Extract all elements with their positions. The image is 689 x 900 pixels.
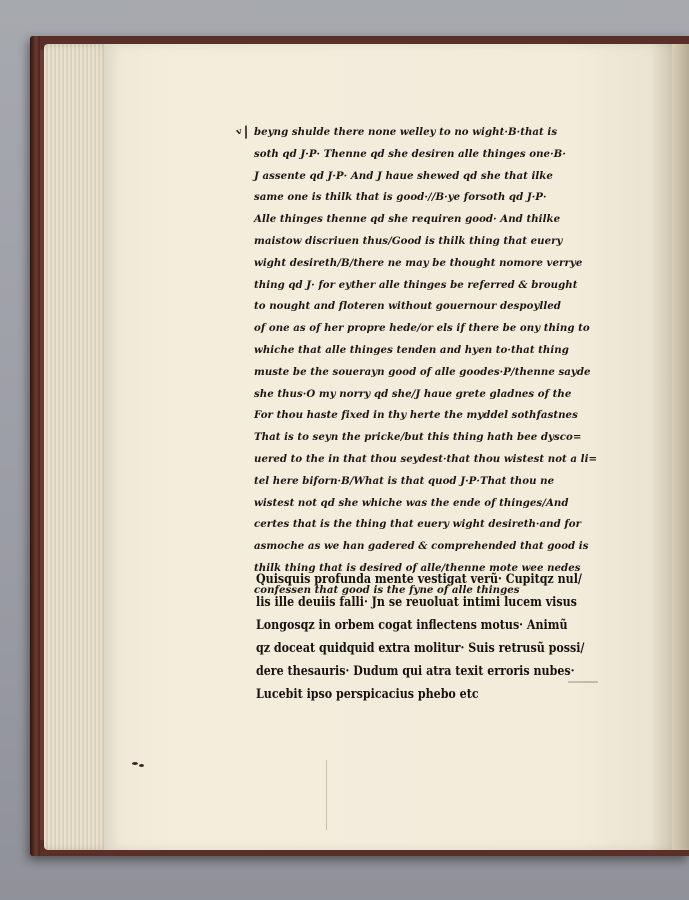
verse-line: Longosqz in orbem cogat inflectens motus· Animũ (256, 618, 568, 633)
prose-line: whiche that alle thinges tenden and hyen to·that thing (254, 343, 569, 356)
verse-line: Lucebit ipso perspicacius phebo etc (256, 687, 479, 702)
prose-line: That is to seyn the pricke/but this thing hath bee dysco= (254, 431, 582, 444)
prose-line: beyng shulde there none welley to no wight·B·that is (254, 126, 558, 138)
prose-line: Alle thinges thenne qd she requiren good· And thilke (254, 213, 561, 226)
prose-line: she thus·O my norry qd she/J haue grete gladnes of the (254, 387, 572, 400)
verse-line: Quisquis profunda mente vestigat verũ· Cupitqz nul/ (256, 572, 582, 587)
prose-line: to nought and floteren without gouernour despoylled (254, 300, 561, 313)
cover-edge (30, 36, 40, 856)
prose-line: J assente qd J·P· And J haue shewed qd she that ilke (254, 169, 553, 182)
prose-line: uered to the in that thou seydest·that thou wistest not a li= (254, 452, 598, 465)
page-blemish (132, 760, 146, 768)
prose-line: thing qd J· for eyther alle thinges be referred & brought (254, 278, 578, 291)
prose-paragraph (233, 122, 626, 602)
prose-line: wight desireth/B/there ne may be thought nomore verrye (254, 256, 583, 269)
prose-line: thilk thing that is desired of alle/thenne mote wee nedes (254, 561, 581, 574)
facing-page-edge (672, 44, 689, 850)
prose-line: soth qd J·P· Thenne qd she desiren alle thinges one·B· (254, 147, 566, 160)
prose-line: certes that is the thing that euery wight desireth·and for (254, 518, 582, 531)
prose-line: muste be the souerayn good of alle goodes·P/thenne sayde (254, 365, 591, 378)
verse-line: lis ille deuiis falli· Jn se reuoluat intimi lucem visus (256, 595, 577, 610)
prose-line: maistow discriuen thus/Good is thilk thing that euery (254, 234, 563, 247)
latin-verse-block (256, 568, 626, 706)
prose-line: confessen that good is the fyne of alle thinges (254, 583, 520, 596)
page-edges (44, 44, 112, 850)
page-crease (326, 760, 327, 830)
marginal-mark: ᵛ/ (233, 122, 252, 144)
prose-line: wistest not qd she whiche was the ende of thinges/And (254, 496, 569, 509)
verse-line: dere thesauris· Dudum qui atra texit erroris nubes· (256, 664, 575, 679)
prose-line: For thou haste fixed in thy herte the myddel sothfastnes (254, 409, 578, 422)
prose-line: asmoche as we han gadered & comprehended that good is (254, 540, 589, 553)
ink-smudge (568, 681, 598, 683)
prose-line: of one as of her propre hede/or els if there be ony thing to (254, 322, 590, 335)
verse-line: qz doceat quidquid extra molitur· Suis retrusũ possi/ (256, 641, 585, 656)
prose-line: tel here biforn·B/What is that quod J·P·That thou ne (254, 474, 555, 487)
prose-text-block (233, 122, 626, 602)
prose-line: same one is thilk that is good·//B·ye forsoth qd J·P· (254, 191, 547, 204)
